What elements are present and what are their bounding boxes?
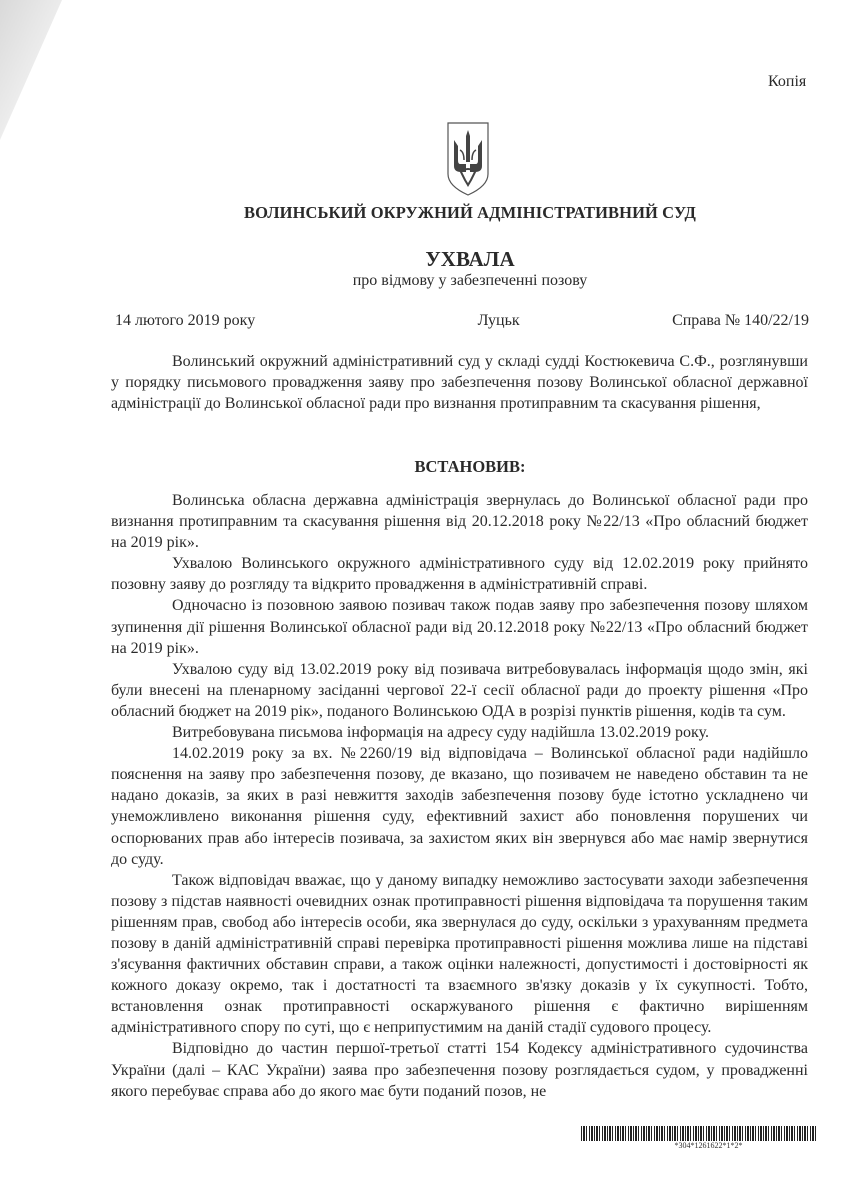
ukraine-coat-of-arms-icon: [447, 122, 489, 196]
document-subtitle: про відмову у забезпеченні позову: [352, 272, 588, 289]
document-city: Луцьк: [477, 312, 520, 329]
paragraph: Одночасно із позовною заявою позивач також подав заяву про забезпечення позову шляхом зупинення дії рішення Волинської обласної ради від 20.12.2018 року №22/13 «Про обласний бюджет на 2019 рік».: [111, 597, 808, 657]
barcode: [581, 1126, 816, 1150]
intro-section: [111, 351, 808, 414]
document-date: 14 лютого 2019 року: [115, 312, 256, 329]
intro-paragraph: Волинський окружний адміністративний суд у складі судді Костюкевича С.Ф., розглянувши у порядку письмового провадження заяву про забезпечення позову Волинської обласної державної адміністрації до Волинської обласної ради про визнання протиправним та скасування рішення,: [111, 353, 808, 413]
paragraph: 14.02.2019 року за вх. №2260/19 від відповідача – Волинської обласної ради надійшло пояснення на заяву про забезпечення позову, де вказано, що позивачем не наведено обставин та не надано доказів, за яких в разі невжиття заходів забезпечення позову буде істотно ускладнено чи унеможливлено виконання рішення суду, ефективний захист або поновлення порушених чи оспорюваних прав або інтересів позивача, за захистом яких він звернувся або має намір звернутися до суду.: [111, 745, 808, 868]
paragraph: Ухвалою суду від 13.02.2019 року від позивача витребовувалась інформація щодо змін, які були внесені на пленарному засіданні чергової 22-ї сесії обласної ради до проекту рішення «Про обласний бюджет на 2019 рік», поданого Волинською ОДА в розрізі пунктів рішення, кодів та сум.: [111, 660, 808, 720]
court-name: ВОЛИНСЬКИЙ ОКРУЖНИЙ АДМІНІСТРАТИВНИЙ СУД: [244, 203, 696, 222]
paragraph: Ухвалою Волинського окружного адміністративного суду від 12.02.2019 року прийнято позовну заяву до розгляду та відкрито провадження в адміністративній справі.: [111, 555, 808, 594]
section-heading: ВСТАНОВИВ:: [414, 457, 526, 476]
case-number: Справа № 140/22/19: [672, 312, 809, 329]
document-title: УХВАЛА: [425, 247, 515, 271]
document-meta-row: [115, 312, 809, 330]
barcode-text: *304*1261622*1*2*: [674, 1141, 743, 1150]
main-body: [111, 490, 808, 1102]
barcode-bars: [581, 1126, 816, 1141]
paragraph: Також відповідач вважає, що у даному випадку неможливо застосувати заходи забезпечення позову з підстав наявності очевидних ознак протиправності рішення відповідача та порушення таким рішенням прав, свобод або інтересів особи, яка звернулася до суду, оскільки з урахуванням предмета позову в даній адміністративній справі перевірка протиправності рішення можлива лише на підставі з'ясування фактичних обставин справи, а також оцінки належності, допустимості і достовірності як кожного доказу окремо, так і достатності та взаємного зв'язку доказів у їх сукупності. Тобто, встановлення ознак протиправності оскаржуваного рішення є фактично вирішенням адміністративного спору по суті, що є неприпустимим на даній стадії судового процесу.: [111, 871, 808, 1037]
copy-label: Копія: [768, 73, 807, 90]
paragraph: Витребовувана письмова інформація на адресу суду надійшла 13.02.2019 року.: [172, 724, 709, 742]
paragraph: Волинська обласна державна адміністрація звернулась до Волинської обласної ради про визнання протиправним та скасування рішення від 20.12.2018 року №22/13 «Про обласний бюджет на 2019 рік».: [111, 492, 808, 552]
scan-page-curl: [0, 0, 70, 150]
paragraph: Відповідно до частин першої-третьої статті 154 Кодексу адміністративного судочинства України (далі – КАС України) заява про забезпечення позову розглядається судом, у провадженні якого перебуває справа або до якого має бути поданий позов, не: [111, 1040, 808, 1100]
